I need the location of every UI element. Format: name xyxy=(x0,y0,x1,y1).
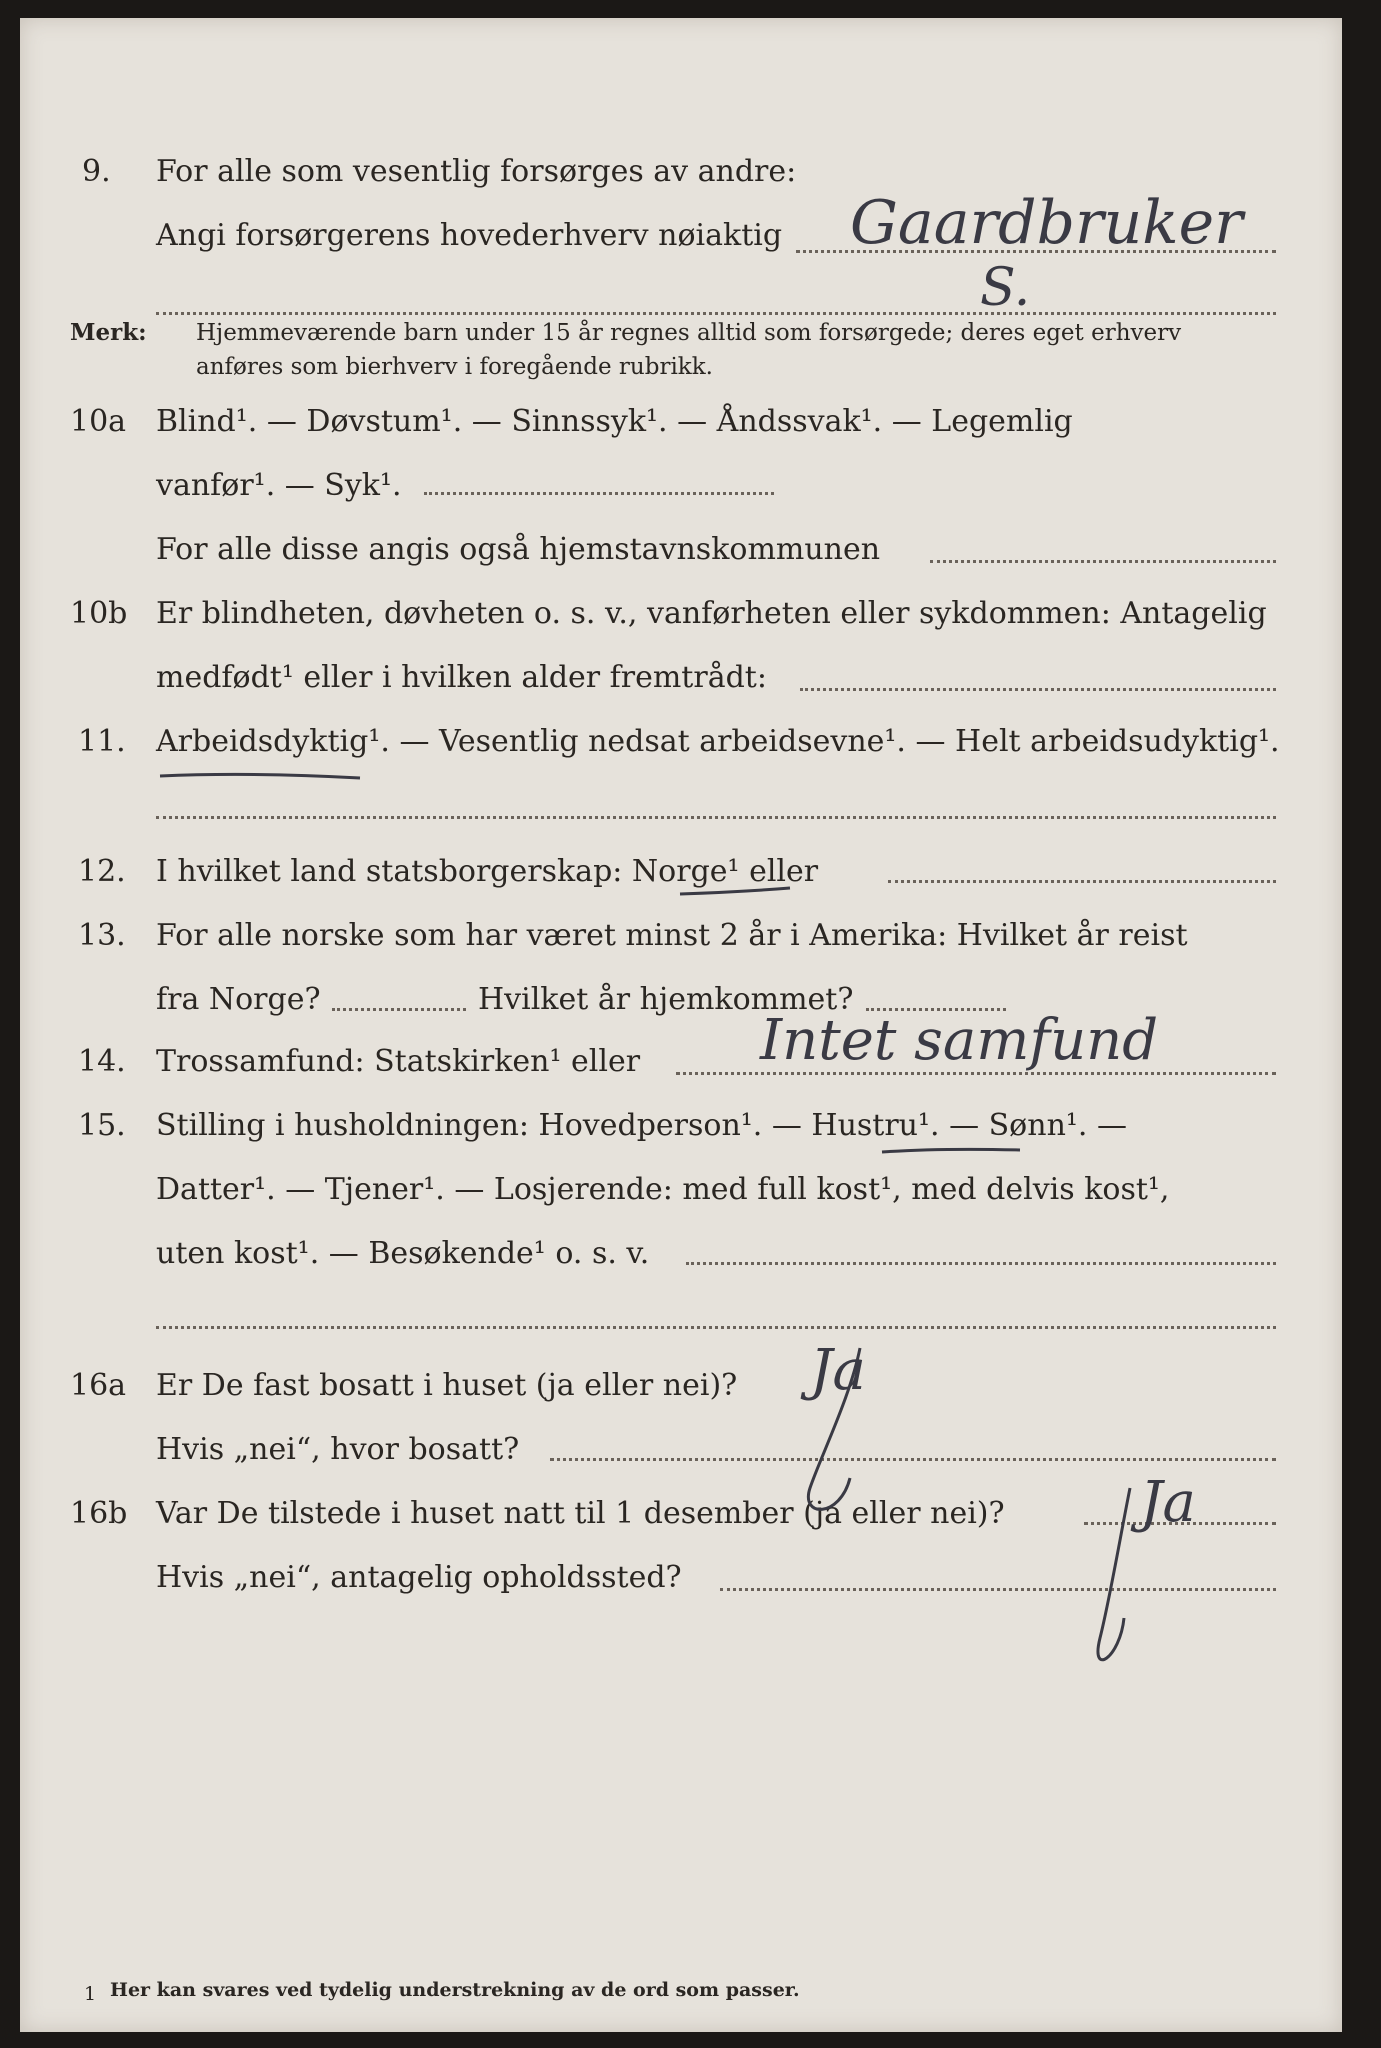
item-9-question: For alle som vesentlig forsørges av andre: xyxy=(156,154,797,189)
handwriting-strokes xyxy=(20,18,1342,2032)
item-15-options: Stilling i husholdningen: Hovedperson¹. — Hustru¹. — Sønn¹. — xyxy=(156,1108,1127,1143)
item-11-options: Arbeidsdyktig¹. — Vesentlig nedsat arbeidsevne¹. — Helt arbeidsudyktig¹. xyxy=(156,724,1280,759)
item-10a-options: Blind¹. — Døvstum¹. — Sinnssyk¹. — Åndssvak¹. — Legemlig xyxy=(156,404,1073,439)
note-text-1: Hjemmeværende barn under 15 år regnes alltid som forsørgede; deres eget erhverv xyxy=(196,320,1182,346)
item-16b-prompt: Hvis „nei“, antagelig opholdssted? xyxy=(156,1560,682,1595)
item-10b-number: 10b xyxy=(70,596,128,631)
item-16b-question: Var De tilstede i huset natt til 1 desember (ja eller nei)? xyxy=(156,1496,1005,1531)
item-13-question: For alle norske som har været minst 2 år i Amerika: Hvilket år reist xyxy=(156,918,1188,953)
underline-norge xyxy=(680,888,790,894)
item-16a-prompt: Hvis „nei“, hvor bosatt? xyxy=(156,1432,520,1467)
item-16a-number: 16a xyxy=(70,1368,127,1403)
handwritten-occupation-mark: S. xyxy=(980,258,1031,318)
item-16a-question: Er De fast bosatt i huset (ja eller nei)? xyxy=(156,1368,738,1403)
note-text-2: anføres som bierhverv i foregående rubrikk. xyxy=(196,354,713,380)
item-14-number: 14. xyxy=(78,1044,126,1079)
item-13-number: 13. xyxy=(78,918,126,953)
handwritten-16a-answer: Ja xyxy=(810,1338,866,1403)
footnote-mark: 1 xyxy=(84,1983,97,2005)
underline-arbeidsdyktig xyxy=(160,774,360,778)
item-10a-hometown-prompt: For alle disse angis også hjemstavnskommunen xyxy=(156,532,881,567)
item-12-question: I hvilket land statsborgerskap: Norge¹ eller xyxy=(156,854,819,889)
item-16b-number: 16b xyxy=(70,1496,128,1531)
item-9-number: 9. xyxy=(82,154,111,189)
item-15-options-end: uten kost¹. — Besøkende¹ o. s. v. xyxy=(156,1236,650,1271)
item-14-question: Trossamfund: Statskirken¹ eller xyxy=(156,1044,641,1079)
item-13-left-prompt: fra Norge? xyxy=(156,982,321,1017)
footnote-text: Her kan svares ved tydelig understrekning av de ord som passer. xyxy=(110,1979,800,2001)
item-10a-number: 10a xyxy=(70,404,127,439)
ja-16a-loop xyxy=(808,1348,860,1509)
ja-16b-loop xyxy=(1098,1488,1130,1660)
item-10a-options-cont: vanfør¹. — Syk¹. xyxy=(156,468,402,503)
item-12-number: 12. xyxy=(78,854,126,889)
item-11-number: 11. xyxy=(78,724,126,759)
handwritten-16b-answer: Ja xyxy=(1140,1470,1196,1535)
item-15-number: 15. xyxy=(78,1108,126,1143)
item-10b-prompt: medfødt¹ eller i hvilken alder fremtrådt: xyxy=(156,660,767,695)
handwritten-faith: Intet samfund xyxy=(760,1008,1159,1073)
item-13-right-prompt: Hvilket år hjemkommet? xyxy=(478,982,854,1017)
item-15-options-cont: Datter¹. — Tjener¹. — Losjerende: med full kost¹, med delvis kost¹, xyxy=(156,1172,1170,1207)
handwritten-occupation: Gaardbruker xyxy=(850,188,1243,258)
note-label: Merk: xyxy=(70,319,147,346)
item-9-prompt: Angi forsørgerens hovederhverv nøiaktig xyxy=(156,218,783,253)
underline-hustru xyxy=(882,1149,1020,1152)
census-form-page xyxy=(20,18,1342,2032)
item-10b-question: Er blindheten, døvheten o. s. v., vanførheten eller sykdommen: Antagelig xyxy=(156,596,1267,631)
